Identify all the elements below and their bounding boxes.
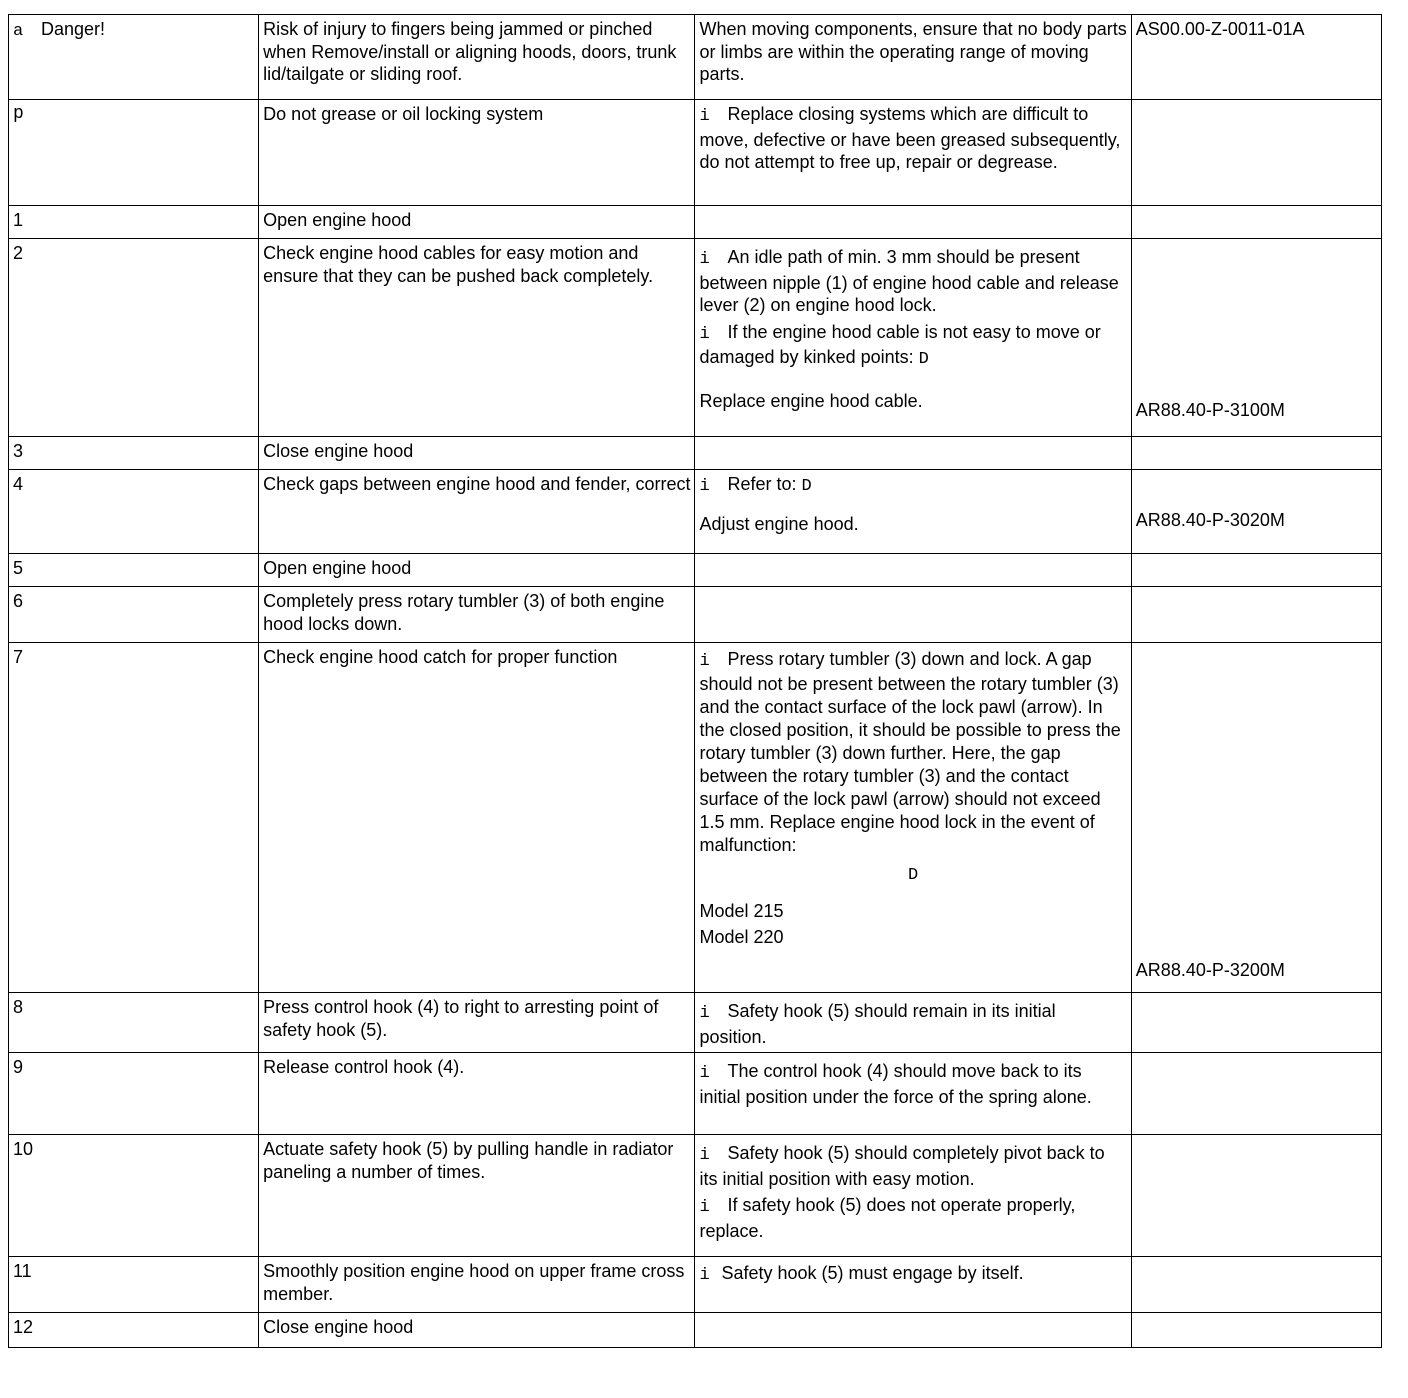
- note-cell: [695, 993, 1131, 1053]
- instruction-cell: Open engine hood: [259, 554, 695, 587]
- table-row: [9, 587, 1382, 643]
- danger-symbol: a: [13, 22, 24, 41]
- reference-cell: [1131, 239, 1381, 437]
- note-text: Refer to:: [727, 474, 797, 494]
- info-icon: i: [699, 250, 710, 269]
- reference-cell: [1131, 1257, 1381, 1313]
- instruction-cell: Do not grease or oil locking system: [259, 100, 695, 206]
- step-cell: 1: [9, 206, 259, 239]
- table-row: [9, 1135, 1382, 1257]
- instruction-cell: Close engine hood: [259, 437, 695, 470]
- note-text: If safety hook (5) does not operate properly, replace.: [699, 1195, 1076, 1241]
- info-icon: i: [699, 1004, 710, 1023]
- instruction-cell: Actuate safety hook (5) by pulling handle in radiator paneling a number of times.: [259, 1135, 695, 1257]
- table-row: [9, 993, 1382, 1053]
- instruction-cell: Close engine hood: [259, 1313, 695, 1348]
- note-cell: [695, 1053, 1131, 1135]
- reference-link[interactable]: AS00.00-Z-0011-01A: [1131, 15, 1381, 100]
- model-label: Model 215: [699, 900, 784, 921]
- reference-cell: [1131, 1135, 1381, 1257]
- note-text: The control hook (4) should move back to its initial position under the force of the spring alone.: [699, 1061, 1092, 1107]
- instruction-cell: Release control hook (4).: [259, 1053, 695, 1135]
- instruction-cell: Risk of injury to fingers being jammed or pinched when Remove/install or aligning hoods, doors, trunk lid/tailgate or sliding roof.: [259, 15, 695, 100]
- instruction-cell: Press control hook (4) to right to arresting point of safety hook (5).: [259, 993, 695, 1053]
- document-link-icon[interactable]: D: [908, 866, 919, 885]
- note-text: Replace closing systems which are difficult to move, defective or have been greased subsequently, do not attempt to free up, repair or degrease.: [699, 104, 1121, 172]
- step-cell: 3: [9, 437, 259, 470]
- step-cell: 10: [9, 1135, 259, 1257]
- reference-cell: [1131, 587, 1381, 643]
- note-cell: When moving components, ensure that no body parts or limbs are within the operating range of moving parts.: [695, 15, 1131, 100]
- reference-cell: [1131, 100, 1381, 206]
- table-row: [9, 15, 1382, 100]
- instruction-cell: Smoothly position engine hood on upper frame cross member.: [259, 1257, 695, 1313]
- instruction-cell: Check engine hood catch for proper function: [259, 643, 695, 993]
- reference-cell: [1131, 554, 1381, 587]
- table-row: [9, 239, 1382, 437]
- note-cell: [695, 1257, 1131, 1313]
- document-link-icon[interactable]: D: [918, 350, 929, 369]
- reference-link[interactable]: AR88.40-P-3020M: [1135, 510, 1285, 530]
- instruction-cell: Completely press rotary tumbler (3) of both engine hood locks down.: [259, 587, 695, 643]
- note-cell: [695, 470, 1131, 554]
- reference-cell: [1131, 470, 1381, 554]
- reference-cell: [1131, 993, 1381, 1053]
- note-cell: [695, 437, 1131, 470]
- info-icon: i: [699, 477, 710, 496]
- table-row: [9, 437, 1382, 470]
- step-cell: 2: [9, 239, 259, 437]
- note-text: Safety hook (5) should completely pivot back to its initial position with easy motion.: [699, 1143, 1105, 1189]
- instruction-cell: Check engine hood cables for easy motion and ensure that they can be pushed back completely.: [259, 239, 695, 437]
- step-cell: 6: [9, 587, 259, 643]
- step-label: Danger!: [41, 19, 106, 39]
- reference-link[interactable]: AR88.40-P-3100M: [1135, 400, 1285, 420]
- note-text: An idle path of min. 3 mm should be present between nipple (1) of engine hood cable and release lever (2) on engine hood lock.: [699, 247, 1119, 315]
- instruction-cell: Check gaps between engine hood and fender, correct: [259, 470, 695, 554]
- instruction-cell: Open engine hood: [259, 206, 695, 239]
- table-row: [9, 1053, 1382, 1135]
- step-cell: 7: [9, 643, 259, 993]
- note-text: Press rotary tumbler (3) down and lock. A gap should not be present between the rotary tumbler (3) and the contact surface of the lock pawl (arrow). In the closed position, it should be possible to press the rotary tumbler (3) down further. Here, the gap between the rotary tumbler (3) and the contact surface of the lock pawl (arrow) should not exceed 1.5 mm. Replace engine hood lock in the event of malfunction:: [699, 649, 1121, 855]
- reference-link[interactable]: AR88.40-P-3200M: [1135, 960, 1285, 980]
- action-text: Adjust engine hood.: [699, 513, 859, 534]
- reference-cell: [1131, 1313, 1381, 1348]
- table-row: [9, 100, 1382, 206]
- table-row: [9, 206, 1382, 239]
- note-cell: [695, 643, 1131, 993]
- step-cell: p: [9, 100, 259, 206]
- info-icon: i: [699, 1146, 710, 1165]
- step-cell: 8: [9, 993, 259, 1053]
- info-icon: i: [699, 1198, 710, 1217]
- note-cell: [695, 554, 1131, 587]
- note-cell: [695, 239, 1131, 437]
- note-cell: [695, 587, 1131, 643]
- table-row: [9, 1313, 1382, 1348]
- reference-cell: [1131, 437, 1381, 470]
- note-text: Safety hook (5) should remain in its initial position.: [699, 1001, 1056, 1047]
- info-icon: i: [699, 1064, 710, 1083]
- note-cell: [695, 1313, 1131, 1348]
- note-cell: [695, 100, 1131, 206]
- note-cell: [695, 1135, 1131, 1257]
- info-icon: i: [699, 652, 710, 671]
- procedure-table: [8, 14, 1382, 1348]
- reference-cell: [1131, 206, 1381, 239]
- note-cell: [695, 206, 1131, 239]
- step-cell: 9: [9, 1053, 259, 1135]
- step-cell: 4: [9, 470, 259, 554]
- table-row: [9, 470, 1382, 554]
- note-text: Safety hook (5) must engage by itself.: [721, 1263, 1024, 1283]
- model-label: Model 220: [699, 927, 784, 947]
- table-row: [9, 643, 1382, 993]
- step-cell: [9, 15, 259, 100]
- table-row: [9, 1257, 1382, 1313]
- info-icon: i: [699, 1266, 710, 1285]
- note-text: If the engine hood cable is not easy to move or damaged by kinked points:: [699, 321, 1101, 367]
- action-text: Replace engine hood cable.: [699, 390, 923, 411]
- info-icon: i: [699, 324, 710, 344]
- step-cell: 12: [9, 1313, 259, 1348]
- document-link-icon[interactable]: D: [801, 477, 812, 496]
- reference-cell: [1131, 1053, 1381, 1135]
- step-cell: 5: [9, 554, 259, 587]
- step-cell: 11: [9, 1257, 259, 1313]
- info-icon: i: [699, 107, 710, 126]
- reference-cell: [1131, 643, 1381, 993]
- table-row: [9, 554, 1382, 587]
